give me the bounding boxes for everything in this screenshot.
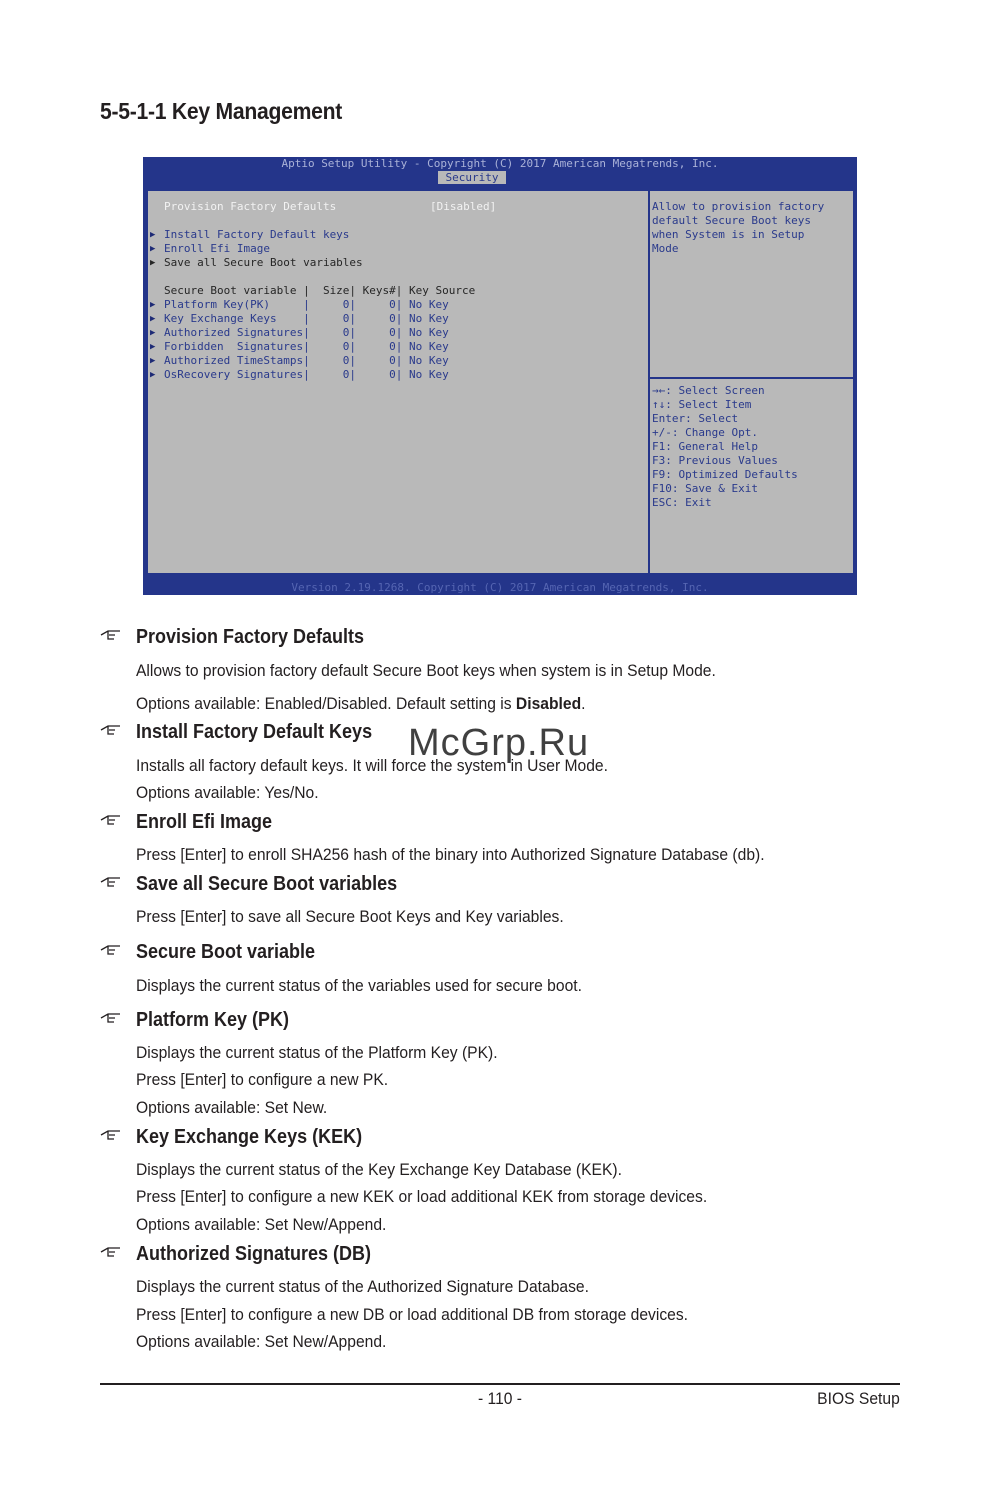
key-hint: +/-: Change Opt. [652, 426, 758, 439]
help-line: Mode [652, 242, 679, 255]
key-hint: F9: Optimized Defaults [652, 468, 798, 481]
description-line: Installs all factory default keys. It will force the system in User Mode. [136, 756, 608, 775]
key-hint: F1: General Help [652, 440, 758, 453]
help-line: when System is in Setup [652, 228, 805, 241]
submenu-arrow-icon: ▶ [150, 370, 156, 380]
description-line: Options available: Set New. [136, 1098, 328, 1117]
menu-item-save-variables[interactable]: Save all Secure Boot variables [164, 256, 363, 269]
section-title: Authorized Signatures (DB) [136, 1243, 372, 1265]
submenu-arrow-icon: ▶ [150, 342, 156, 352]
default-value: Disabled [515, 694, 582, 713]
bios-title: Aptio Setup Utility - Copyright (C) 2017 American Megatrends, Inc. [281, 157, 719, 170]
key-hint: ESC: Exit [652, 496, 712, 509]
pointing-hand-icon [100, 943, 122, 957]
pointing-hand-icon [100, 723, 122, 737]
description-line: Options available: Set New/Append. [136, 1215, 387, 1234]
footer-divider [100, 1383, 900, 1385]
menu-item-install-keys[interactable]: Install Factory Default keys [164, 228, 350, 241]
description-line: Press [Enter] to enroll SHA256 hash of the binary into Authorized Signature Database (db). [136, 845, 765, 864]
help-line: default Secure Boot keys [652, 214, 811, 227]
provision-value[interactable]: [Disabled] [430, 200, 497, 213]
description-line: Press [Enter] to configure a new KEK or load additional KEK from storage devices. [136, 1187, 708, 1206]
table-row[interactable]: Authorized TimeStamps| 0| 0| No Key [164, 354, 449, 367]
pointing-hand-icon [100, 628, 122, 642]
bios-main-panel [148, 191, 650, 573]
page-number: - 110 - [477, 1389, 523, 1408]
menu-item-enroll-efi[interactable]: Enroll Efi Image [164, 242, 270, 255]
key-hint: ↑↓: Select Item [652, 398, 752, 411]
submenu-arrow-icon: ▶ [150, 244, 156, 254]
help-divider [650, 377, 855, 379]
description-line: Press [Enter] to configure a new PK. [136, 1070, 389, 1089]
section-title: Key Exchange Keys (KEK) [136, 1126, 363, 1148]
key-hint: →←: Select Screen [652, 384, 765, 397]
description-line: Displays the current status of the Key Exchange Key Database (KEK). [136, 1160, 622, 1179]
table-row[interactable]: Authorized Signatures| 0| 0| No Key [164, 326, 449, 339]
pointing-hand-icon [100, 813, 122, 827]
description-line: Options available: Enabled/Disabled. Default setting is Disabled. [136, 694, 586, 713]
submenu-arrow-icon: ▶ [150, 230, 156, 240]
key-hint: Enter: Select [652, 412, 739, 425]
table-row[interactable]: Forbidden Signatures| 0| 0| No Key [164, 340, 449, 353]
section-title: Save all Secure Boot variables [136, 873, 398, 895]
section-title: Install Factory Default Keys [136, 721, 373, 743]
help-line: Allow to provision factory [652, 200, 825, 213]
provision-label[interactable]: Provision Factory Defaults [164, 200, 337, 213]
table-header: Secure Boot variable | Size| Keys#| Key Source [164, 284, 476, 297]
bios-screenshot [143, 157, 857, 595]
bios-body [146, 189, 855, 575]
section-title: Platform Key (PK) [136, 1009, 290, 1031]
bios-help-panel [650, 191, 855, 573]
description-line: Options available: Set New/Append. [136, 1332, 387, 1351]
description-line: Press [Enter] to configure a new DB or load additional DB from storage devices. [136, 1305, 689, 1324]
table-row[interactable]: Platform Key(PK) | 0| 0| No Key [164, 298, 449, 311]
submenu-arrow-icon: ▶ [150, 328, 156, 338]
key-hint: F3: Previous Values [652, 454, 778, 467]
description-line: Displays the current status of the Authorized Signature Database. [136, 1277, 589, 1296]
page-heading: 5-5-1-1 Key Management [100, 98, 343, 124]
key-hint: F10: Save & Exit [652, 482, 758, 495]
bios-footer: Version 2.19.1268. Copyright (C) 2017 American Megatrends, Inc. [291, 581, 709, 594]
pointing-hand-icon [100, 1011, 122, 1025]
pointing-hand-icon [100, 1245, 122, 1259]
submenu-arrow-icon: ▶ [150, 314, 156, 324]
submenu-arrow-icon: ▶ [150, 356, 156, 366]
watermark: McGrp.Ru [408, 722, 590, 764]
description-line: Allows to provision factory default Secure Boot keys when system is in Setup Mode. [136, 661, 716, 680]
table-row[interactable]: Key Exchange Keys | 0| 0| No Key [164, 312, 449, 325]
table-row[interactable]: OsRecovery Signatures| 0| 0| No Key [164, 368, 449, 381]
pointing-hand-icon [100, 875, 122, 889]
description-line: Options available: Yes/No. [136, 783, 319, 802]
description-line: Displays the current status of the variables used for secure boot. [136, 976, 582, 995]
tab-security[interactable]: Security [438, 171, 506, 184]
footer-section-name: BIOS Setup [817, 1389, 900, 1408]
submenu-arrow-icon: ▶ [150, 258, 156, 268]
pointing-hand-icon [100, 1128, 122, 1142]
submenu-arrow-icon: ▶ [150, 300, 156, 310]
section-title: Provision Factory Defaults [136, 626, 365, 648]
section-title: Secure Boot variable [136, 941, 316, 963]
description-line: Press [Enter] to save all Secure Boot Keys and Key variables. [136, 907, 564, 926]
description-line: Displays the current status of the Platform Key (PK). [136, 1043, 498, 1062]
section-title: Enroll Efi Image [136, 811, 273, 833]
